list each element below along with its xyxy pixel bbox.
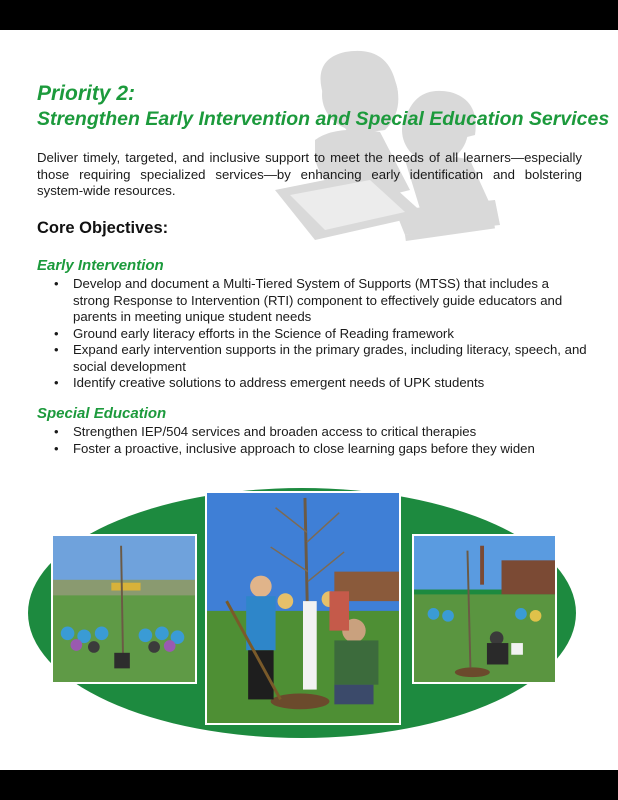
children-reading-watermark: [255, 40, 505, 255]
photo-students-planting-tree: [205, 491, 401, 725]
priority-title: Strengthen Early Intervention and Special Education Services: [37, 108, 610, 130]
list-item: • Foster a proactive, inclusive approach to close learning gaps before they widen: [37, 441, 587, 458]
bottom-bar: [0, 770, 618, 800]
list-item: • Strengthen IEP/504 services and broaden access to critical therapies: [37, 424, 587, 441]
core-objectives-heading: Core Objectives:: [37, 219, 169, 237]
list-item: • Develop and document a Multi-Tiered System of Supports (MTSS) that includes a strong Response to Intervention (RTI) component to effectively guide educators and parents in meeting unique student needs: [37, 276, 587, 326]
special-education-heading: Special Education: [37, 405, 167, 422]
list-item: • Identify creative solutions to address emergent needs of UPK students: [37, 375, 587, 392]
priority-label: Priority 2:: [37, 82, 136, 105]
list-item: • Expand early intervention supports in the primary grades, including literacy, speech, and social development: [37, 342, 587, 375]
photo-students-seated-around-tree: [51, 534, 197, 684]
early-intervention-list: [37, 276, 587, 392]
early-intervention-heading: Early Intervention: [37, 257, 164, 274]
special-education-list: [37, 424, 587, 457]
list-item: • Ground early literacy efforts in the Science of Reading framework: [37, 326, 587, 343]
photo-student-kneeling-at-tree: [412, 534, 557, 684]
intro-paragraph: Deliver timely, targeted, and inclusive support to meet the needs of all learners—especially those requiring specialized services—by enhancing early identification and bolstering system-wide resources.: [37, 150, 582, 198]
top-bar: [0, 0, 618, 30]
